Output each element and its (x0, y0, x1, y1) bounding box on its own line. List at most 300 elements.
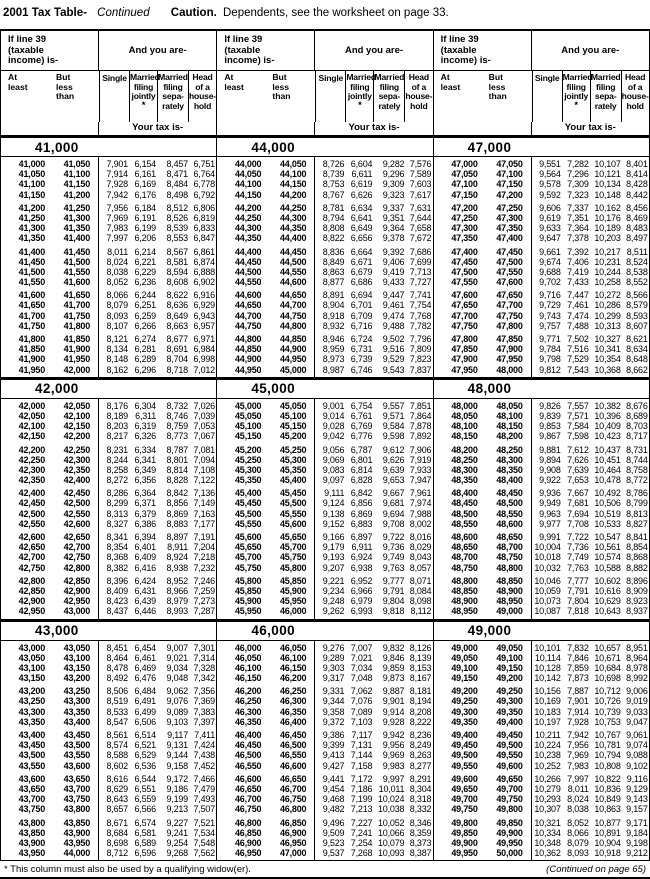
married-jointly-tax-cell: 7,736 (567, 542, 589, 553)
table-row (217, 159, 432, 169)
married-separately-tax-cell: 9,901 (382, 696, 405, 707)
but-less-than-cell: 47,000 (280, 848, 307, 859)
at-least-cell: 42,200 (18, 444, 45, 455)
at-least-cell: 48,600 (451, 532, 478, 542)
but-less-than-cell: 43,600 (63, 760, 90, 771)
column-header-married-filing-separately: Married filing sepa- rately (373, 71, 404, 122)
married-separately-tax-cell: 9,103 (166, 716, 188, 727)
table-row (1, 300, 216, 310)
married-separately-tax-cell: 9,268 (166, 848, 188, 859)
head-of-household-tax-cell: 8,208 (409, 706, 432, 717)
married-separately-tax-cell: 10,657 (594, 642, 621, 653)
single-tax-cell: 8,891 (322, 290, 345, 301)
but-less-than-text: But less than (488, 72, 507, 102)
single-tax-cell: 9,358 (322, 706, 345, 717)
married-separately-tax-cell: 10,176 (594, 212, 621, 223)
but-less-than-cell: 42,150 (63, 421, 90, 432)
table-row (434, 784, 649, 794)
but-less-than-cell: 41,050 (63, 159, 90, 169)
at-least-cell: 48,350 (451, 475, 478, 486)
but-less-than-cell: 47,350 (496, 223, 523, 234)
at-least-cell: 42,000 (18, 400, 45, 411)
married-separately-tax-cell: 8,608 (166, 277, 188, 288)
married-separately-tax-cell: 10,794 (594, 750, 621, 761)
married-jointly-tax-cell: 7,928 (567, 716, 589, 727)
but-less-than-cell: 48,100 (496, 410, 523, 421)
at-least-cell: 43,450 (18, 740, 45, 751)
but-less-than-cell: 42,750 (63, 552, 90, 563)
your-tax-is-label: Your tax is- (132, 122, 184, 133)
table-row (434, 354, 649, 364)
head-of-household-tax-cell: 8,579 (626, 300, 648, 311)
single-tax-cell: 8,767 (322, 189, 345, 200)
at-least-cell: 47,150 (451, 189, 478, 200)
single-tax-cell: 8,038 (106, 266, 128, 277)
married-separately-tax-cell: 9,846 (382, 652, 405, 663)
married-jointly-tax-cell: 6,701 (350, 300, 373, 311)
head-of-household-tax-cell: 7,548 (193, 837, 215, 848)
section-rows (434, 641, 649, 861)
single-tax-cell: 9,413 (322, 750, 345, 761)
married-separately-tax-cell: 8,567 (166, 246, 188, 257)
married-jointly-tax-cell: 7,062 (350, 686, 373, 697)
at-least-cell: 41,800 (18, 334, 45, 344)
married-separately-tax-cell: 10,863 (594, 804, 621, 815)
single-tax-cell: 7,997 (106, 233, 128, 244)
tax-table-panel-1 (1, 31, 217, 860)
table-row (217, 290, 432, 300)
married-separately-tax-cell: 8,828 (166, 475, 188, 486)
at-least-cell: 49,600 (451, 773, 478, 784)
married-separately-tax-cell: 9,144 (166, 750, 188, 761)
head-of-household-tax-cell: 8,896 (626, 575, 648, 586)
at-least-cell: 48,850 (451, 585, 478, 596)
at-least-cell: 46,850 (235, 827, 262, 838)
but-less-than-cell: 43,550 (63, 750, 90, 761)
head-of-household-tax-cell: 8,222 (409, 716, 432, 727)
your-tax-is-label: Your tax is- (564, 122, 616, 133)
but-less-than-cell: 48,050 (496, 400, 523, 411)
at-least-cell: 43,750 (18, 804, 45, 815)
head-of-household-tax-cell: 6,778 (193, 179, 215, 190)
but-less-than-cell: 44,050 (280, 159, 307, 169)
married-jointly-tax-cell: 6,724 (350, 334, 373, 344)
but-less-than-cell: 42,400 (63, 475, 90, 486)
at-least-cell: 43,050 (18, 652, 45, 663)
married-separately-tax-cell: 10,066 (378, 827, 405, 838)
section-income-label: 44,000 (251, 139, 296, 155)
head-of-household-tax-cell: 7,933 (409, 464, 432, 475)
section-rows (217, 399, 432, 619)
but-less-than-cell: 45,550 (280, 508, 307, 519)
married-separately-tax-cell: 10,519 (594, 508, 621, 519)
table-row (217, 223, 432, 233)
table-row (434, 179, 649, 189)
table-row (217, 740, 432, 750)
section-header (434, 377, 649, 399)
table-row (217, 696, 432, 706)
and-you-are-label (315, 31, 432, 70)
at-least-cell: 45,850 (235, 585, 262, 596)
but-less-than-cell: 45,050 (280, 400, 307, 411)
table-row (1, 203, 216, 213)
at-least-cell: 45,900 (235, 596, 262, 607)
but-less-than-cell: 42,450 (63, 488, 90, 499)
married-jointly-tax-cell: 6,169 (134, 179, 156, 190)
married-jointly-tax-cell: 6,364 (134, 488, 156, 499)
at-least-cell: 49,000 (451, 642, 478, 653)
your-tax-spacer (434, 122, 532, 135)
single-tax-cell: 9,523 (322, 837, 345, 848)
single-tax-cell: 8,808 (322, 223, 345, 234)
single-tax-cell: 8,533 (106, 706, 128, 717)
table-row (434, 190, 649, 200)
married-separately-tax-cell: 8,484 (166, 179, 188, 190)
at-least-cell: 42,300 (18, 464, 45, 475)
head-of-household-tax-cell: 7,094 (193, 454, 215, 465)
and-you-are-label (532, 31, 649, 70)
table-row (1, 576, 216, 586)
head-of-household-tax-cell: 8,263 (409, 750, 432, 761)
head-of-household-tax-cell: 7,768 (409, 310, 432, 321)
single-tax-cell: 9,853 (539, 421, 561, 432)
but-less-than-cell: 41,150 (63, 179, 90, 190)
single-tax-cell: 8,519 (106, 696, 128, 707)
table-row (434, 761, 649, 771)
at-least-cell: 47,300 (451, 223, 478, 234)
table-row (217, 498, 432, 508)
head-of-household-tax-cell: 8,689 (626, 410, 648, 421)
married-jointly-tax-cell: 8,038 (567, 804, 589, 815)
table-row (217, 774, 432, 784)
single-tax-cell: 8,368 (106, 552, 128, 563)
single-tax-cell: 9,056 (322, 444, 345, 455)
married-jointly-tax-cell: 7,323 (567, 189, 589, 200)
married-separately-tax-cell: 8,787 (166, 444, 188, 455)
single-tax-cell: 8,176 (106, 400, 128, 411)
at-least-cell: 42,100 (18, 421, 45, 432)
head-of-household-tax-cell: 7,493 (193, 794, 215, 805)
single-tax-cell: 9,207 (322, 562, 345, 573)
at-least-cell: 48,450 (451, 498, 478, 509)
head-of-household-tax-cell: 7,328 (193, 662, 215, 673)
married-jointly-tax-cell: 7,859 (567, 662, 589, 673)
single-tax-cell: 9,509 (322, 827, 345, 838)
married-jointly-tax-cell: 7,048 (350, 673, 373, 684)
at-least-cell: 44,050 (235, 169, 262, 180)
table-row (1, 818, 216, 828)
single-tax-cell: 8,822 (322, 233, 345, 244)
married-separately-tax-cell: 9,626 (382, 454, 405, 465)
at-least-cell: 44,950 (235, 364, 262, 375)
table-row (1, 465, 216, 475)
married-jointly-tax-cell: 6,559 (134, 794, 156, 805)
married-jointly-tax-cell: 6,409 (134, 552, 156, 563)
single-tax-cell: 8,932 (322, 320, 345, 331)
table-row (217, 828, 432, 838)
income-condition-label (217, 31, 315, 70)
table-row (1, 596, 216, 606)
but-less-than-cell: 41,450 (63, 246, 90, 257)
married-separately-tax-cell: 10,148 (594, 189, 621, 200)
at-least-cell: 48,100 (451, 421, 478, 432)
married-separately-tax-cell: 9,419 (382, 266, 405, 277)
head-of-household-tax-cell: 8,909 (626, 585, 648, 596)
table-row (1, 774, 216, 784)
head-of-household-tax-cell: 8,249 (409, 740, 432, 751)
single-tax-cell: 10,101 (534, 642, 561, 653)
single-tax-cell: 8,753 (322, 179, 345, 190)
at-least-cell: 43,200 (18, 686, 45, 697)
but-less-than-cell: 45,700 (280, 542, 307, 553)
at-least-cell: 44,250 (235, 212, 262, 223)
single-tax-cell: 8,959 (322, 344, 345, 355)
head-of-household-tax-cell: 7,576 (409, 159, 432, 169)
married-jointly-tax-cell: 7,392 (567, 246, 589, 257)
single-tax-cell: 9,743 (539, 310, 561, 321)
married-separately-tax-cell: 9,241 (166, 827, 188, 838)
head-of-household-tax-cell: 9,047 (626, 716, 648, 727)
single-tax-cell: 8,657 (106, 804, 128, 815)
head-of-household-tax-cell: 7,039 (193, 410, 215, 421)
married-separately-tax-cell: 9,034 (166, 662, 188, 673)
married-separately-tax-cell: 9,708 (382, 518, 405, 529)
but-less-than-cell: 43,450 (63, 730, 90, 740)
married-jointly-tax-cell: 6,349 (134, 464, 156, 475)
table-row (434, 159, 649, 169)
head-of-household-tax-cell: 8,758 (626, 464, 648, 475)
table-row (1, 455, 216, 465)
but-less-than-cell: 47,850 (496, 334, 523, 344)
income-condition-label (1, 31, 99, 70)
table-row (434, 223, 649, 233)
single-tax-cell: 10,348 (534, 837, 561, 848)
single-tax-cell: 8,629 (106, 783, 128, 794)
head-of-household-tax-cell: 9,157 (626, 804, 648, 815)
married-jointly-tax-cell: 6,897 (350, 532, 373, 542)
at-least-cell: 47,850 (451, 344, 478, 355)
head-of-household-tax-cell: 8,497 (626, 233, 648, 244)
single-tax-cell: 9,922 (539, 475, 561, 486)
married-jointly-tax-cell: 7,667 (567, 488, 589, 499)
at-least-cell: 45,200 (235, 444, 262, 455)
head-of-household-tax-cell: 8,483 (626, 223, 648, 234)
married-separately-tax-cell: 8,801 (166, 454, 188, 465)
single-tax-cell: 8,794 (322, 212, 345, 223)
at-least-cell: 48,900 (451, 596, 478, 607)
married-separately-tax-cell: 10,767 (594, 730, 621, 740)
but-less-than-cell: 46,650 (280, 773, 307, 784)
single-tax-cell: 8,423 (106, 596, 128, 607)
head-of-household-tax-cell: 7,507 (193, 804, 215, 815)
married-jointly-tax-cell: 7,144 (350, 750, 373, 761)
head-of-household-tax-cell: 8,153 (409, 662, 432, 673)
at-least-cell: 47,450 (451, 256, 478, 267)
at-least-cell: 44,900 (235, 354, 262, 365)
section-rows (1, 157, 216, 377)
married-jointly-tax-cell: 7,351 (567, 212, 589, 223)
but-less-than-cell: 48,600 (496, 518, 523, 529)
married-separately-tax-cell: 10,093 (378, 848, 405, 859)
at-least-cell: 46,950 (235, 848, 262, 859)
head-of-household-tax-cell: 8,181 (409, 686, 432, 697)
but-less-than-cell: 48,650 (496, 532, 523, 542)
married-jointly-tax-cell: 6,716 (350, 320, 373, 331)
married-jointly-tax-cell: 7,021 (350, 652, 373, 663)
head-of-household-tax-cell: 7,589 (409, 169, 432, 180)
married-separately-tax-cell: 8,512 (166, 202, 188, 213)
at-least-cell: 48,050 (451, 410, 478, 421)
married-separately-tax-cell: 9,722 (382, 532, 405, 542)
at-least-cell: 46,300 (235, 706, 262, 717)
table-row (434, 509, 649, 519)
married-jointly-tax-cell: 7,529 (567, 354, 589, 365)
married-jointly-tax-cell: 6,424 (134, 575, 156, 586)
married-separately-tax-cell: 10,574 (594, 552, 621, 563)
at-least-cell: 42,750 (18, 562, 45, 573)
continued-on-page-note: (Continued on page 65) (546, 863, 646, 875)
but-less-than-cell: 41,950 (63, 354, 90, 365)
single-tax-cell: 8,451 (106, 642, 128, 653)
table-row (434, 455, 649, 465)
single-tax-cell: 9,661 (539, 246, 561, 257)
table-row (1, 475, 216, 485)
married-jointly-tax-cell: 6,311 (135, 410, 156, 421)
but-less-than-cell: 44,500 (280, 256, 307, 267)
married-jointly-tax-cell: 7,942 (567, 730, 589, 740)
married-jointly-tax-cell: 6,484 (134, 686, 156, 697)
married-jointly-tax-cell: 7,557 (567, 400, 589, 411)
single-tax-cell: 8,107 (106, 320, 128, 331)
married-jointly-tax-cell: 6,161 (134, 169, 156, 180)
head-of-household-tax-cell: 7,383 (193, 706, 215, 717)
but-less-than-cell: 42,500 (63, 498, 90, 509)
but-less-than-cell: 43,900 (63, 827, 90, 838)
but-less-than-cell: 45,100 (280, 410, 307, 421)
married-jointly-tax-cell: 6,679 (350, 266, 373, 277)
head-of-household-tax-cell: 8,442 (626, 189, 648, 200)
at-least-cell: 42,350 (18, 475, 45, 486)
married-jointly-tax-cell: 7,502 (567, 334, 589, 344)
married-jointly-tax-cell: 7,364 (567, 223, 589, 234)
single-tax-cell: 9,179 (322, 542, 345, 553)
but-less-than-cell: 49,150 (496, 662, 523, 673)
married-separately-tax-cell: 9,254 (166, 837, 188, 848)
single-tax-cell: 10,362 (534, 848, 561, 859)
at-least-cell: 46,400 (235, 730, 262, 740)
table-row (217, 190, 432, 200)
married-separately-tax-cell: 8,746 (166, 410, 188, 421)
single-tax-cell: 9,289 (322, 652, 345, 663)
head-of-household-tax-cell: 8,964 (626, 652, 648, 663)
but-less-than-cell: 41,550 (63, 266, 90, 277)
single-tax-cell: 8,162 (106, 364, 128, 375)
married-separately-tax-cell: 9,158 (166, 760, 188, 771)
at-least-cell: 48,400 (451, 488, 478, 499)
married-jointly-tax-cell: 6,626 (350, 189, 373, 200)
panel-header-top (434, 31, 649, 71)
head-of-household-tax-cell: 7,741 (409, 290, 432, 301)
married-jointly-tax-cell: 7,887 (567, 686, 589, 697)
but-less-than-cell: 47,250 (496, 202, 523, 213)
married-jointly-tax-cell: 6,694 (350, 290, 373, 301)
table-row (217, 465, 432, 475)
married-separately-tax-cell: 10,286 (594, 300, 621, 311)
at-least-cell: 47,900 (451, 354, 478, 365)
single-tax-cell: 8,561 (106, 730, 128, 740)
but-less-than-cell: 45,450 (280, 488, 307, 499)
but-less-than-cell: 47,600 (496, 277, 523, 288)
head-of-household-tax-cell: 7,782 (409, 320, 432, 331)
head-of-household-tax-cell: 6,971 (193, 334, 215, 344)
but-less-than-cell: 43,650 (63, 773, 90, 784)
at-least-cell: 46,200 (235, 686, 262, 697)
married-separately-tax-cell: 8,924 (166, 552, 188, 563)
married-jointly-tax-cell: 6,506 (134, 716, 156, 727)
married-jointly-tax-cell: 6,154 (134, 159, 156, 169)
at-least-cell: 45,450 (235, 498, 262, 509)
married-jointly-tax-cell: 7,474 (567, 310, 589, 321)
married-jointly-tax-cell: 7,722 (567, 532, 589, 542)
table-row (434, 475, 649, 485)
married-separately-tax-cell: 9,213 (166, 804, 188, 815)
married-jointly-tax-cell: 7,007 (350, 642, 373, 653)
single-tax-cell: 9,963 (539, 508, 561, 519)
head-of-household-tax-cell: 8,167 (409, 673, 432, 684)
single-tax-cell: 8,547 (106, 716, 128, 727)
head-of-household-tax-cell: 7,136 (193, 488, 215, 499)
married-jointly-tax-cell: 6,221 (134, 256, 156, 267)
single-tax-cell: 8,093 (106, 310, 128, 321)
at-least-cell: 45,100 (235, 421, 262, 432)
table-row (434, 774, 649, 784)
at-least-cell: 42,400 (18, 488, 45, 499)
at-least-cell: 41,750 (18, 320, 45, 331)
your-tax-spacer (1, 122, 99, 135)
single-tax-cell: 8,973 (322, 354, 345, 365)
but-less-than-cell: 48,850 (496, 575, 523, 586)
head-of-household-tax-cell: 8,043 (409, 552, 432, 563)
single-tax-cell: 8,739 (322, 169, 345, 180)
head-of-household-tax-cell: 7,026 (193, 400, 215, 411)
single-tax-cell: 7,914 (106, 169, 128, 180)
single-tax-cell: 10,169 (534, 696, 561, 707)
but-less-than-cell: 43,800 (63, 804, 90, 815)
table-row (217, 509, 432, 519)
married-separately-tax-cell: 9,076 (166, 696, 188, 707)
married-separately-tax-cell: 10,836 (594, 783, 621, 794)
single-tax-cell: 9,166 (322, 532, 345, 542)
single-tax-cell: 9,083 (322, 464, 345, 475)
table-row (217, 431, 432, 441)
tax-table-panel-3 (434, 31, 649, 860)
married-jointly-tax-cell: 7,571 (567, 410, 589, 421)
head-of-household-tax-cell: 6,819 (193, 212, 215, 223)
head-of-household-tax-cell: 7,699 (409, 256, 432, 267)
single-tax-cell: 8,327 (106, 518, 128, 529)
table-row (434, 421, 649, 431)
but-less-than-cell: 45,650 (280, 532, 307, 542)
married-jointly-tax-cell: 6,952 (350, 575, 373, 586)
at-least-cell: 45,950 (235, 606, 262, 617)
single-tax-cell: 10,279 (534, 783, 561, 794)
married-jointly-tax-cell: 6,394 (134, 532, 156, 542)
single-tax-cell: 10,046 (534, 575, 561, 586)
at-least-cell: 44,200 (235, 202, 262, 213)
but-less-than-cell: 44,350 (280, 223, 307, 234)
married-separately-tax-cell: 9,928 (382, 716, 405, 727)
single-tax-cell: 10,114 (534, 652, 561, 663)
